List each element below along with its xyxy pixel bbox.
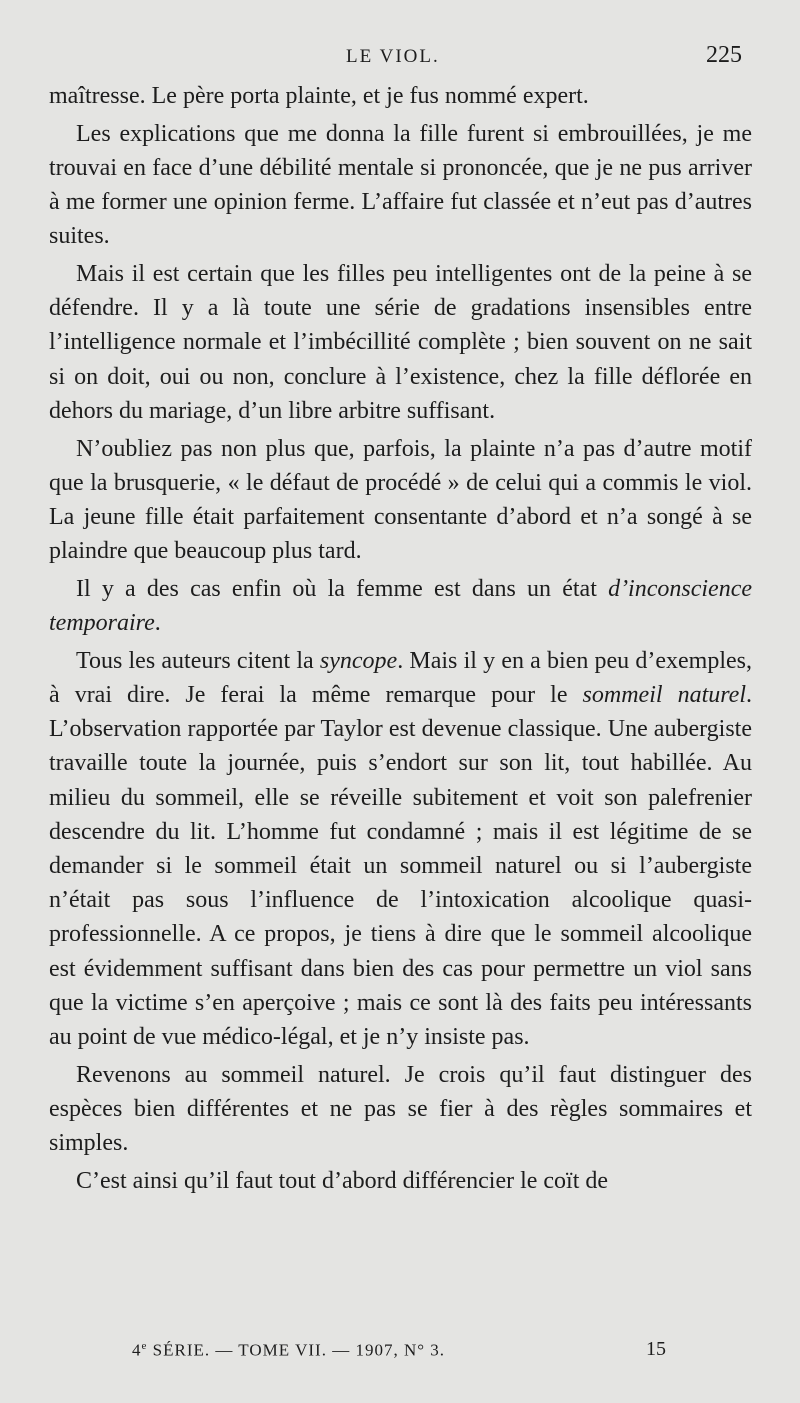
sheet-number: 15 [646, 1338, 666, 1360]
text-run: maîtresse. Le père porta plainte, et je fus nommé expert. [49, 83, 589, 109]
text-run: Revenons au sommeil naturel. Je crois qu’il faut distinguer des espèces bien différentes et ne pas se fier à des règles sommaires et simples. [49, 1061, 752, 1157]
paragraph [49, 432, 752, 569]
text-run: C’est ainsi qu’il faut tout d’abord différencier le coït de [76, 1167, 609, 1194]
paragraph [49, 1058, 752, 1161]
text-run: Tous les auteurs citent la [76, 647, 320, 674]
text-run: Il y a des cas enfin où la femme est dans un état [76, 575, 609, 602]
paragraph [49, 79, 752, 113]
printer-signature-footer [0, 1338, 800, 1368]
running-header [0, 40, 800, 76]
text-run: . L’observation rapportée par Taylor est devenue classique. Une aubergiste travaille toute la journée, puis s’endort sur son lit, tout habillée. Au milieu du sommeil, elle se réveille subitement et voit son palefrenier descendre du lit. L’homme fut condamné ; mais il est légitime de se demander si le sommeil était un sommeil naturel ou si l’aubergiste n’était pas sous l’influence de l’intoxication alcoolique quasi-professionnelle. A ce propos, je tiens à dire que le sommeil alcoolique est évidemment suffisant dans bien des cas pour permettre un viol sans que la victime s’en aperçoive ; mais ce sont là des faits peu intéressants au point de vue médico-légal, et je n’y insiste pas. [49, 681, 753, 1050]
text-run: . [154, 610, 161, 637]
body-text [49, 79, 752, 1198]
text-run: . Mais il y en a bien peu d’exemples, à vrai dire. Je ferai la même remarque pour le [49, 647, 752, 708]
paragraph [49, 644, 752, 1054]
text-run: N’oubliez pas non plus que, parfois, la plainte n’a pas d’autre motif que la brusquerie, « le défaut de procédé » de celui qui a commis le viol. La jeune fille était parfaitement consentante d’abord et n’a songé à se plaindre que beaucoup plus tard. [49, 435, 752, 565]
paragraph [49, 572, 752, 640]
page-number: 225 [706, 42, 742, 68]
series-superscript: e [141, 1340, 148, 1352]
paragraph [49, 117, 752, 254]
running-title: LE VIOL. [346, 46, 440, 67]
signature-text: SÉRIE. — TOME VII. — 1907, N° 3. [147, 1340, 446, 1360]
printer-signature [132, 1340, 445, 1361]
text-run: Mais il est certain que les filles peu intelligentes ont de la peine à se défendre. Il y a là toute une série de gradations insensibles entre l’intelligence normale et l’imbécillité complète ; bien souvent on ne sait si on doit, oui ou non, conclure à l’existence, chez la fille déflorée en dehors du mariage, d’un libre arbitre suffisant. [49, 261, 752, 424]
italic-run: d’inconscience temporaire [49, 575, 752, 637]
paragraph [49, 1164, 752, 1198]
italic-run: sommeil naturel [582, 681, 747, 708]
text-run: Les explications que me donna la fille furent si embrouillées, je me trouvai en face d’une débilité mentale si prononcée, que je ne pus arriver à me former une opinion ferme. L’affaire fut classée et n’eut pas d’autres suites. [49, 120, 752, 250]
series-number: 4 [132, 1340, 142, 1360]
italic-run: syncope [319, 647, 398, 674]
paragraph [49, 257, 752, 428]
